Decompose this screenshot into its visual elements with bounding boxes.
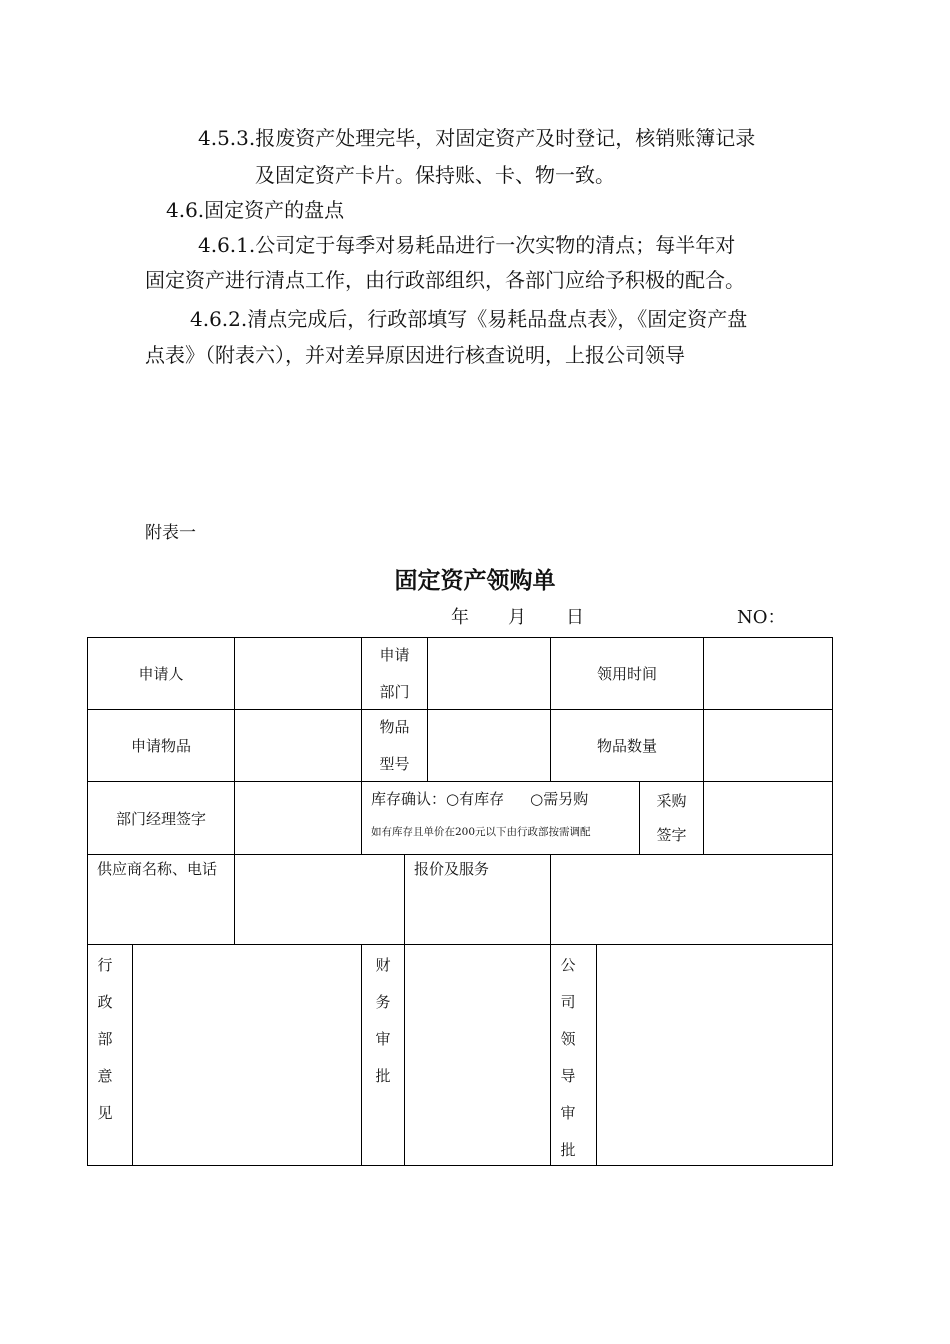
- leader-approval-field[interactable]: [596, 944, 833, 1166]
- need-buy-radio-icon[interactable]: ○: [530, 790, 544, 808]
- stock-note: 如有库存且单价在200元以下由行政部按需调配: [371, 826, 591, 838]
- purchase-sign-label-cell: [639, 781, 703, 854]
- para-4-6-2-line2: 点表》（附表六），并对差异原因进行核查说明，上报公司领导: [145, 343, 685, 367]
- dept-field[interactable]: [427, 637, 550, 709]
- leader-approval-label-cell: [550, 944, 596, 1166]
- form-title: 固定资产领购单: [394, 567, 556, 594]
- use-time-label: 领用时间: [550, 637, 703, 709]
- form-number-label: NO：: [737, 607, 786, 628]
- purchase-sign-label: 采购签字: [656, 792, 687, 844]
- item-label: 申请物品: [87, 709, 234, 781]
- applicant-field[interactable]: [234, 637, 361, 709]
- para-4-5-3-line1: 4.5.3.报废资产处理完毕，对固定资产及时登记，核销账簿记录: [198, 126, 756, 150]
- dept-label: 申请部门: [379, 645, 410, 701]
- in-stock-radio-icon[interactable]: ○: [446, 790, 460, 808]
- quote-label: 报价及服务: [404, 854, 550, 944]
- model-label: 物品型号: [379, 717, 410, 773]
- supplier-label: 供应商名称、电话: [87, 854, 234, 944]
- para-4-6-1-line2: 固定资产进行清点工作，由行政部组织，各部门应给予积极的配合。: [145, 268, 745, 292]
- date-day-label: 日: [566, 607, 584, 628]
- manager-sign-field[interactable]: [234, 781, 361, 854]
- para-4-5-3-line2: 及固定资产卡片。保持账、卡、物一致。: [255, 163, 615, 187]
- model-label-cell: [361, 709, 427, 781]
- admin-opinion-label: 行政部意见: [97, 956, 113, 1122]
- applicant-label: 申请人: [87, 637, 234, 709]
- date-month-label: 月: [508, 607, 526, 628]
- stock-confirm-label: 库存确认：: [371, 790, 447, 808]
- in-stock-option-label: 有库存: [459, 790, 505, 808]
- leader-approval-label: 公司领导审批: [560, 956, 576, 1159]
- quote-field[interactable]: [550, 854, 833, 944]
- finance-approval-label: 财务审批: [375, 956, 391, 1085]
- stock-confirm-row: [371, 788, 588, 809]
- para-4-6-2-line1: 4.6.2.清点完成后，行政部填写《易耗品盘点表》，《固定资产盘: [190, 307, 748, 331]
- date-year-label: 年: [451, 607, 469, 628]
- stock-confirm-cell: [361, 781, 639, 854]
- purchase-form-table: [87, 637, 833, 1166]
- admin-opinion-label-cell: [87, 944, 132, 1166]
- use-time-field[interactable]: [703, 637, 833, 709]
- model-field[interactable]: [427, 709, 550, 781]
- need-buy-option-label: 需另购: [543, 790, 589, 808]
- quantity-label: 物品数量: [550, 709, 703, 781]
- manager-sign-label: 部门经理签字: [87, 781, 234, 854]
- item-field[interactable]: [234, 709, 361, 781]
- supplier-field[interactable]: [234, 854, 404, 944]
- purchase-sign-field[interactable]: [703, 781, 833, 854]
- quantity-field[interactable]: [703, 709, 833, 781]
- para-4-6-1-line1: 4.6.1.公司定于每季对易耗品进行一次实物的清点；每半年对: [198, 233, 736, 257]
- admin-opinion-field[interactable]: [132, 944, 361, 1166]
- finance-approval-field[interactable]: [404, 944, 550, 1166]
- dept-label-cell: [361, 637, 427, 709]
- finance-approval-label-cell: [361, 944, 404, 1166]
- appendix-label: 附表一: [145, 523, 196, 543]
- section-4-6-heading: 4.6.固定资产的盘点: [166, 198, 345, 222]
